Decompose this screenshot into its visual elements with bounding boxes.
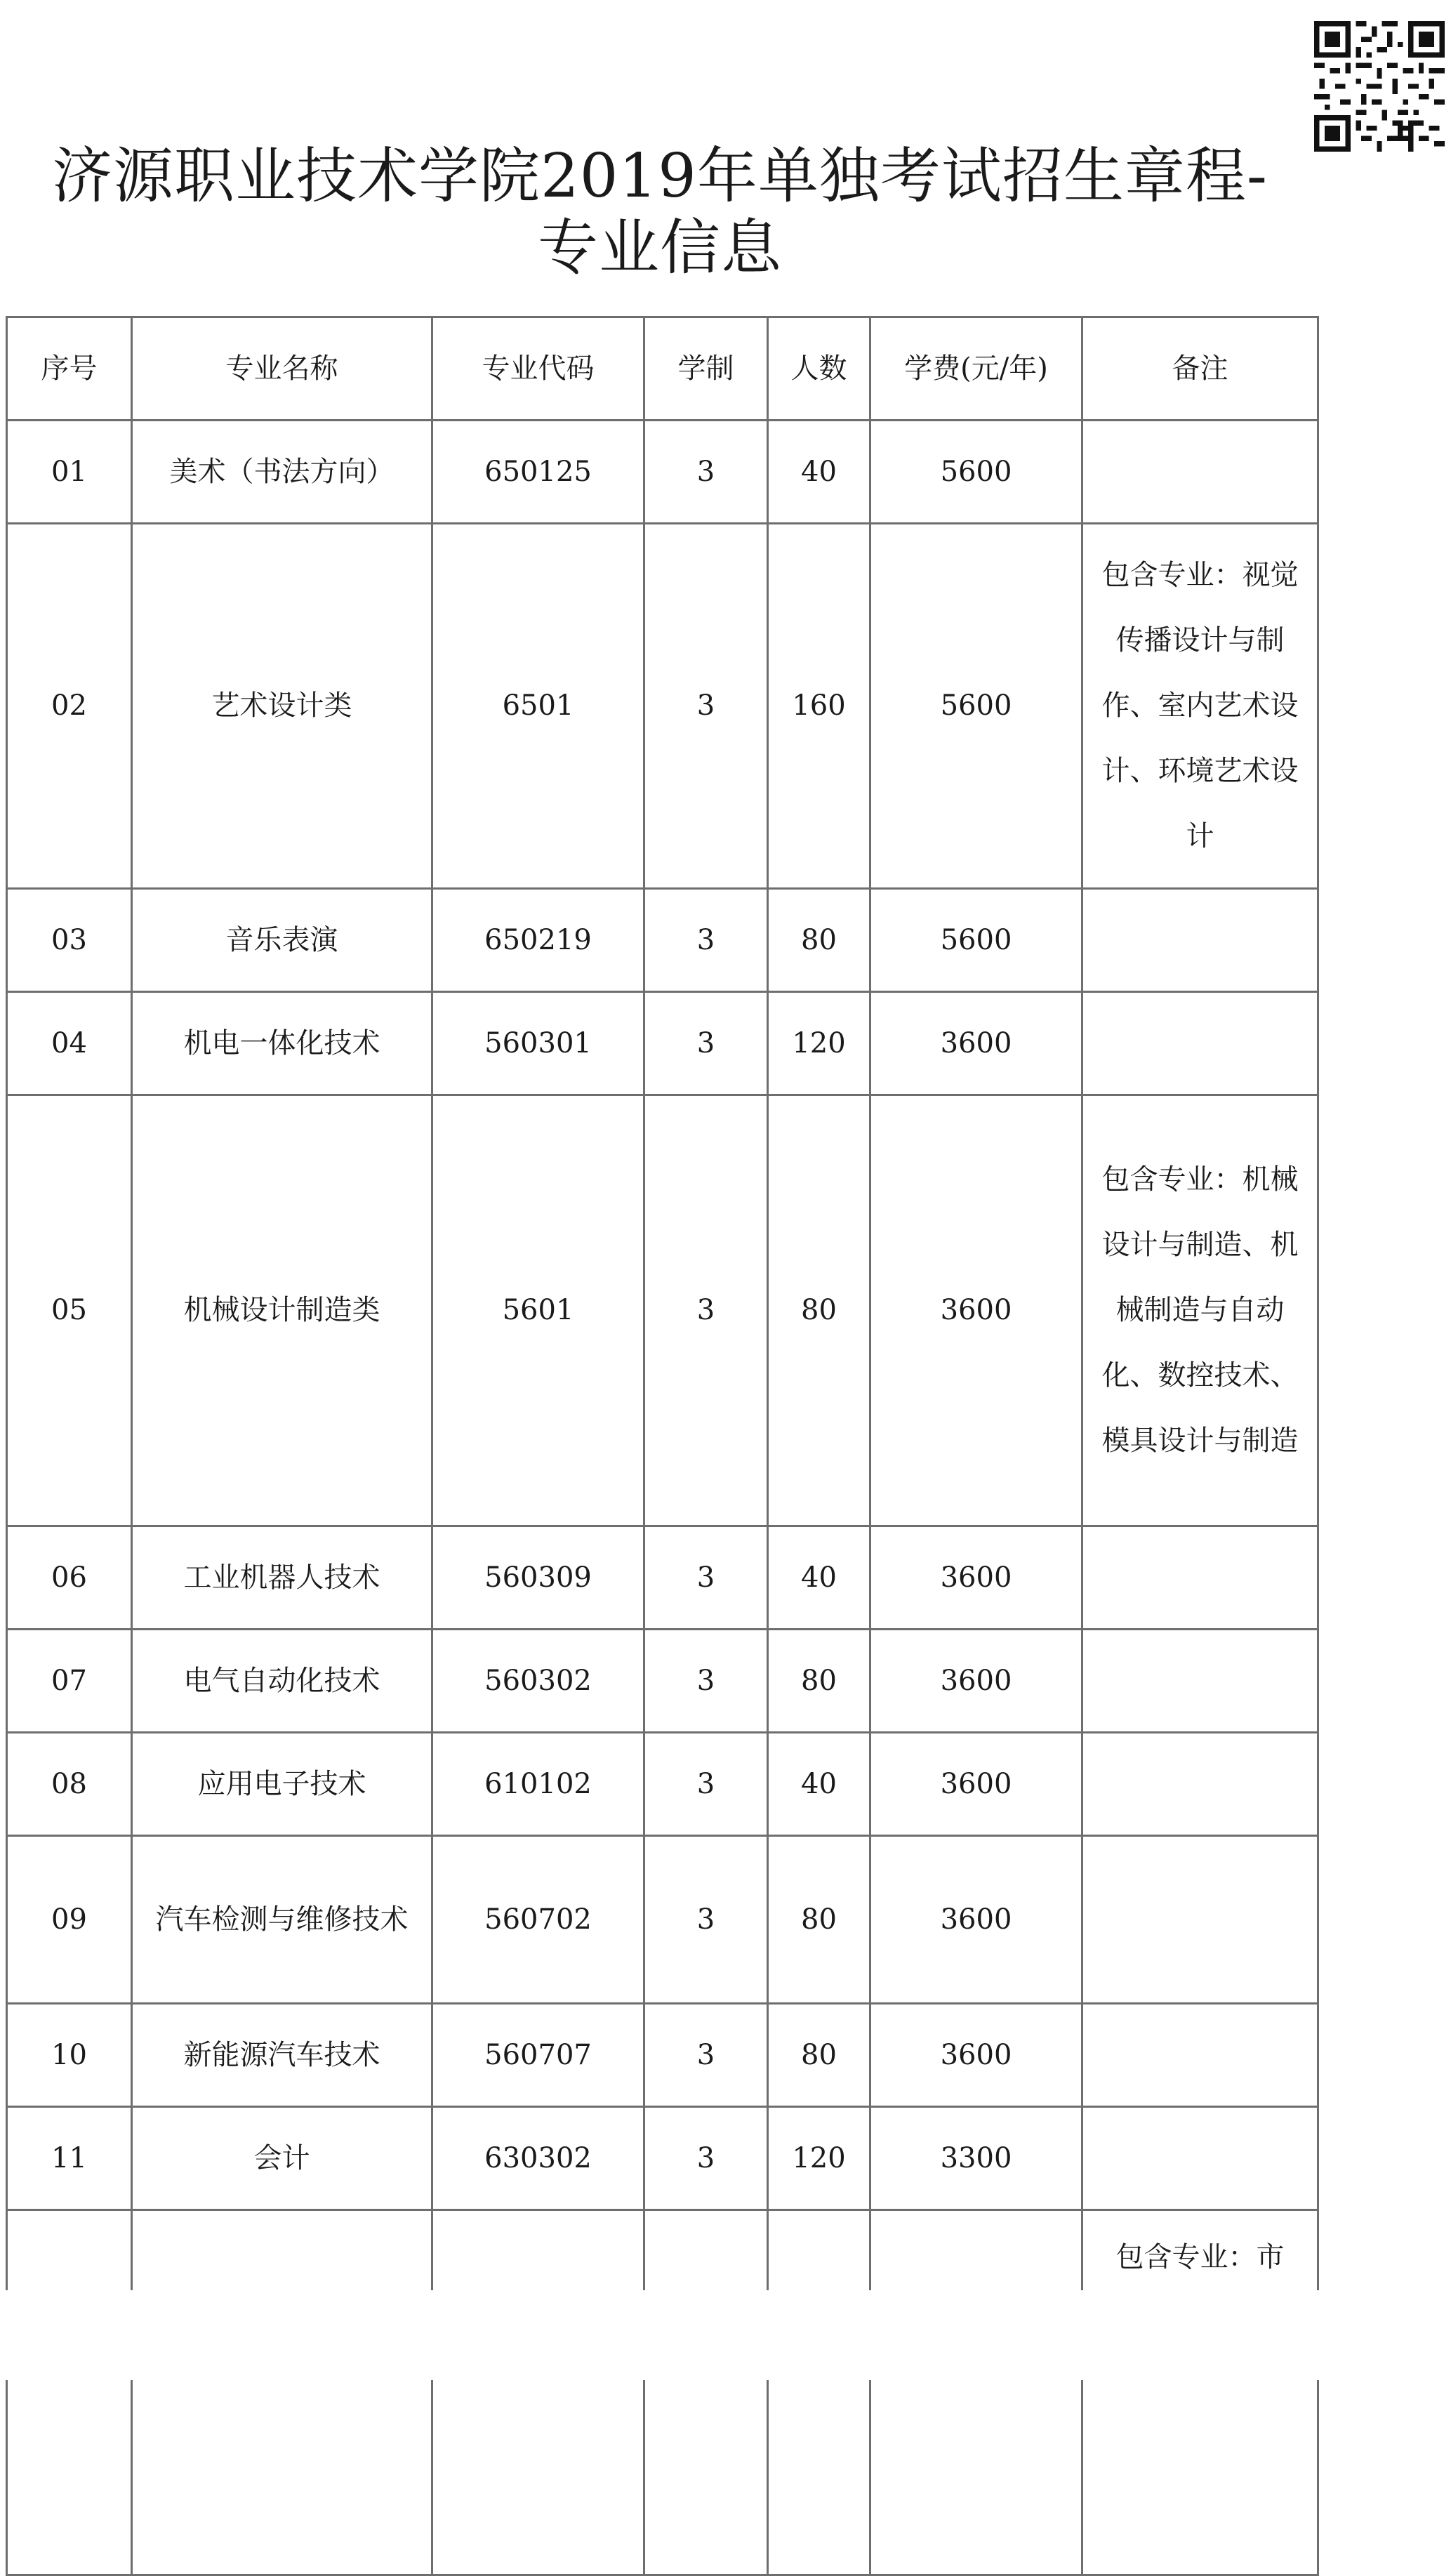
cell-fee: 3600 [870,992,1082,1095]
cell-years: 3 [644,889,768,992]
cell-years: 3 [644,1733,768,1836]
cell-count: 80 [768,2004,870,2107]
cell-code: 650125 [432,421,644,524]
cell-years: 3 [644,2107,768,2210]
table-row [7,1733,1318,1836]
cell-years [644,2210,768,2575]
cell-code: 5601 [432,1095,644,1526]
cell-years: 3 [644,1836,768,2004]
header-years: 学制 [644,317,768,421]
cell-note [1082,889,1318,992]
cell-name: 机电一体化技术 [132,992,432,1095]
title-line-1: 济源职业技术学院2019年单独考试招生章程- [52,141,1268,211]
cell-note [1082,2107,1318,2210]
cell-count [768,2210,870,2575]
cell-fee: 3600 [870,1095,1082,1526]
cell-fee: 3300 [870,2107,1082,2210]
cell-years: 3 [644,1630,768,1733]
cell-note [1082,992,1318,1095]
table-row [7,1630,1318,1733]
cell-no: 01 [7,421,132,524]
cell-count: 120 [768,2107,870,2210]
cell-name: 艺术设计类 [132,524,432,889]
table-row [7,524,1318,889]
header-name: 专业名称 [132,317,432,421]
cell-no: 04 [7,992,132,1095]
cell-code: 6501 [432,524,644,889]
cell-no: 11 [7,2107,132,2210]
cell-years: 3 [644,2004,768,2107]
cell-count: 80 [768,889,870,992]
cell-count: 40 [768,1733,870,1836]
cell-count: 160 [768,524,870,889]
cell-no: 09 [7,1836,132,2004]
cell-years: 3 [644,1095,768,1526]
cell-no: 10 [7,2004,132,2107]
cell-fee: 3600 [870,1836,1082,2004]
cell-name: 应用电子技术 [132,1733,432,1836]
cell-no: 07 [7,1630,132,1733]
cell-fee: 5600 [870,421,1082,524]
cell-code: 630302 [432,2107,644,2210]
cell-note [1082,1733,1318,1836]
cell-no: 08 [7,1733,132,1836]
cell-note [1082,1526,1318,1630]
table-row [7,1526,1318,1630]
header-note: 备注 [1082,317,1318,421]
cell-fee: 5600 [870,889,1082,992]
cell-note: 包含专业：市 [1082,2210,1318,2575]
cell-fee [870,2210,1082,2575]
cell-years: 3 [644,421,768,524]
table-row [7,1836,1318,2004]
header-code: 专业代码 [432,317,644,421]
cell-note [1082,1630,1318,1733]
cell-fee: 5600 [870,524,1082,889]
cell-count: 80 [768,1836,870,2004]
header-count: 人数 [768,317,870,421]
cell-code: 560302 [432,1630,644,1733]
table-row [7,889,1318,992]
cell-note: 包含专业：机械设计与制造、机械制造与自动化、数控技术、模具设计与制造 [1082,1095,1318,1526]
cell-code: 560702 [432,1836,644,2004]
cell-no: 02 [7,524,132,889]
table-row [7,421,1318,524]
table-row [7,1095,1318,1526]
cell-code [432,2210,644,2575]
cell-name: 机械设计制造类 [132,1095,432,1526]
page-bottom-margin [0,2290,1451,2380]
qr-code-icon [1314,21,1445,152]
page-title [0,140,1320,284]
cell-code: 560301 [432,992,644,1095]
cell-note [1082,1836,1318,2004]
cell-name: 音乐表演 [132,889,432,992]
cell-count: 80 [768,1630,870,1733]
cell-note: 包含专业：视觉传播设计与制作、室内艺术设计、环境艺术设计 [1082,524,1318,889]
cell-no [7,2210,132,2575]
cell-code: 560309 [432,1526,644,1630]
cell-name: 电气自动化技术 [132,1630,432,1733]
cell-note [1082,421,1318,524]
cell-fee: 3600 [870,2004,1082,2107]
cell-code: 560707 [432,2004,644,2107]
cell-name: 会计 [132,2107,432,2210]
cell-note [1082,2004,1318,2107]
table-row [7,992,1318,1095]
table-header-row [7,317,1318,421]
cell-name: 新能源汽车技术 [132,2004,432,2107]
majors-table [6,316,1319,2576]
table-row [7,2107,1318,2210]
cell-name: 汽车检测与维修技术 [132,1836,432,2004]
table-row [7,2004,1318,2107]
cell-no: 05 [7,1095,132,1526]
cell-count: 80 [768,1095,870,1526]
cell-fee: 3600 [870,1630,1082,1733]
cell-count: 40 [768,421,870,524]
cell-name: 美术（书法方向） [132,421,432,524]
cell-count: 120 [768,992,870,1095]
header-fee: 学费(元/年) [870,317,1082,421]
cell-name: 工业机器人技术 [132,1526,432,1630]
cell-count: 40 [768,1526,870,1630]
cell-years: 3 [644,992,768,1095]
cell-fee: 3600 [870,1526,1082,1630]
cell-years: 3 [644,524,768,889]
table-row [7,2210,1318,2575]
title-line-2: 专业信息 [538,213,782,283]
cell-code: 650219 [432,889,644,992]
cell-fee: 3600 [870,1733,1082,1836]
cell-name [132,2210,432,2575]
cell-code: 610102 [432,1733,644,1836]
cell-no: 06 [7,1526,132,1630]
cell-years: 3 [644,1526,768,1630]
cell-no: 03 [7,889,132,992]
header-no: 序号 [7,317,132,421]
